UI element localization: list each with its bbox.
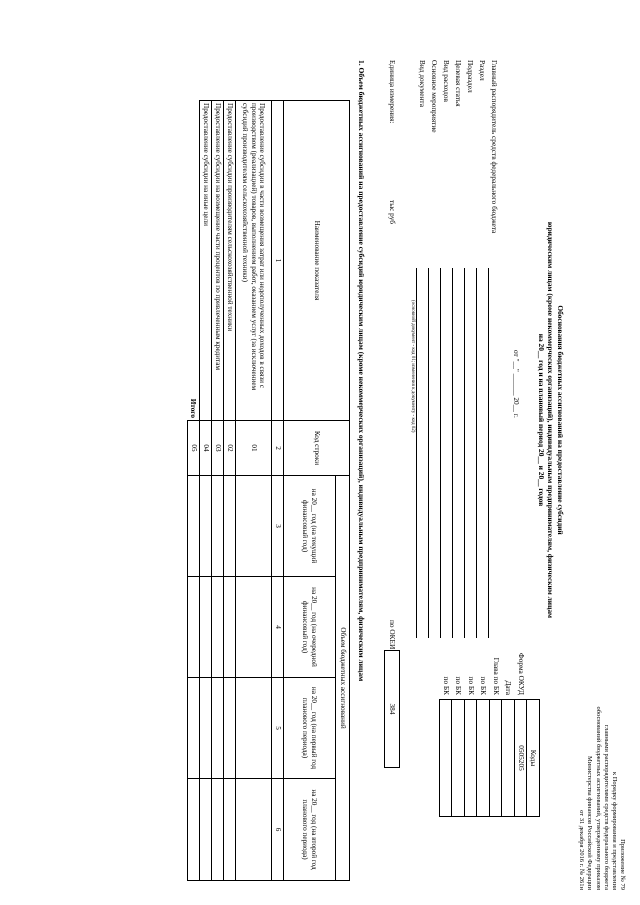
cell-value[interactable] [212,577,224,678]
header-year-current: на 20__ год (на текущий финансовый год) [284,476,336,577]
table-row [224,101,236,881]
code-label: по БК [454,676,464,695]
appendix-line: от 31 декабря 2016 г. № 261н [578,810,586,890]
row-code: 01 [236,421,272,476]
row-code: 04 [200,421,212,476]
section-title: 1. Объем бюджетных ассигнований на предоставление субсидий юридическим лицам (кроме некоммерческих организаций), индивидуальным предпринимателям, физическим лицам [357,60,366,682]
title-line: на 20__ год и на плановый период 20__ и 20__ годов [536,333,546,507]
okei-label: по ОКЕИ [388,620,397,650]
budget-table [187,100,350,881]
appendix-line: обоснований бюджетных ассигнований, утвержденному приказом [594,706,602,890]
column-number: 6 [272,779,284,881]
field-expense-type: Вид расходов [442,60,451,102]
column-number: 1 [272,101,284,421]
field-line[interactable] [488,268,489,638]
header-budget-volume: Объем бюджетных ассигнований [336,476,350,881]
field-line[interactable] [476,268,477,638]
column-number: 5 [272,678,284,779]
header-indicator-name: Наименование показателя [284,101,350,421]
field-chief-manager: Главный распорядитель средств федерального бюджета [490,60,499,234]
code-value[interactable] [440,699,453,816]
row-code: 02 [224,421,236,476]
cell-value[interactable] [224,577,236,678]
cell-value[interactable] [236,476,272,577]
cell-value[interactable] [188,779,200,881]
field-main-activity: Основное мероприятие [430,60,439,133]
document-type-note: (основной документ - код 01; изменения к документу - код 02) [410,300,415,433]
total-row [188,101,200,881]
header-year-next: на 20__ год (на очередной финансовый год) [284,577,336,678]
cell-value[interactable] [224,779,236,881]
title-line: юридическим лицам (кроме некоммерческих организаций), индивидуальным предпринимателям, физическим лицам [546,221,556,619]
cell-value[interactable] [200,678,212,779]
cell-value[interactable] [236,779,272,881]
code-label: по БК [441,676,451,695]
cell-value[interactable] [188,476,200,577]
cell-value[interactable] [236,678,272,779]
field-section: Раздел [478,60,487,81]
field-line[interactable] [452,268,453,638]
codes-header: Коды [527,699,540,816]
field-line[interactable] [428,268,429,638]
total-code: 05 [188,421,200,476]
appendix-note [577,600,626,890]
appendix-line: главными распорядителями средств федерального бюджета [602,724,610,890]
appendix-line: к Порядку формирования и представления [610,771,618,890]
cell-value[interactable] [224,678,236,779]
appendix-line: Министерства финансов Российской Федерации [586,755,594,890]
cell-value[interactable] [188,678,200,779]
cell-value[interactable] [212,779,224,881]
column-number: 4 [272,577,284,678]
form-title [536,60,565,780]
field-subsection: Подраздел [466,60,475,93]
code-label: Форма ОКУД [516,653,526,695]
field-target-article: Целевая статья [454,60,463,107]
code-value[interactable] [502,699,515,816]
title-line: Обоснования бюджетных ассигнований на предоставление субсидий [556,305,565,535]
row-name: Предоставление субсидии в части возмещения затрат или недополученных доходов в связи с производством (реализацией) товаров, выполнением работ, оказанием услуг (за исключением субсидий производителям сельскохозяйственной техники) [236,101,272,421]
code-value[interactable]: 0505205 [515,699,528,816]
row-name: Предоставление субсидии на возмещение части процентов по привлеченным кредитам [212,101,224,421]
cell-value[interactable] [236,577,272,678]
code-value[interactable] [490,699,503,816]
field-line[interactable] [464,268,465,638]
row-name: Предоставление субсидии производителям сельскохозяйственной техники [224,101,236,421]
table-row [200,101,212,881]
cell-value[interactable] [200,577,212,678]
header-year-plan2: на 20__ год (на второй год планового периода) [284,779,336,881]
unit-label: Единица измерения: [388,60,397,124]
cell-value[interactable] [212,678,224,779]
code-value[interactable] [452,699,465,816]
field-line[interactable] [440,268,441,638]
code-label: по БК [466,676,476,695]
codes-table [439,650,540,817]
header-year-plan1: на 20__ год (на первый год планового периода) [284,678,336,779]
row-code: 03 [212,421,224,476]
code-label: по БК [479,676,489,695]
column-number: 2 [272,421,284,476]
cell-value[interactable] [224,476,236,577]
code-label: Глава по БК [491,657,501,695]
okei-value: 384 [384,650,400,768]
code-value[interactable] [477,699,490,816]
cell-value[interactable] [188,577,200,678]
row-name: Предоставление субсидии на иные цели [200,101,212,421]
cell-value[interactable] [200,476,212,577]
total-label: Итого [189,398,198,418]
unit-value: тыс руб [388,200,397,224]
table-row [212,101,224,881]
code-value[interactable] [465,699,478,816]
form-date: от "__" ______ 20__ г. [512,350,521,418]
appendix-line: Приложение № 79 [619,839,626,890]
field-document-type: Вид документа [418,60,427,107]
code-label: Дата [504,680,514,695]
cell-value[interactable] [200,779,212,881]
table-row [236,101,272,881]
field-line[interactable] [416,268,417,638]
cell-value[interactable] [212,476,224,577]
column-number: 3 [272,476,284,577]
header-row-code: Код строки [284,421,350,476]
